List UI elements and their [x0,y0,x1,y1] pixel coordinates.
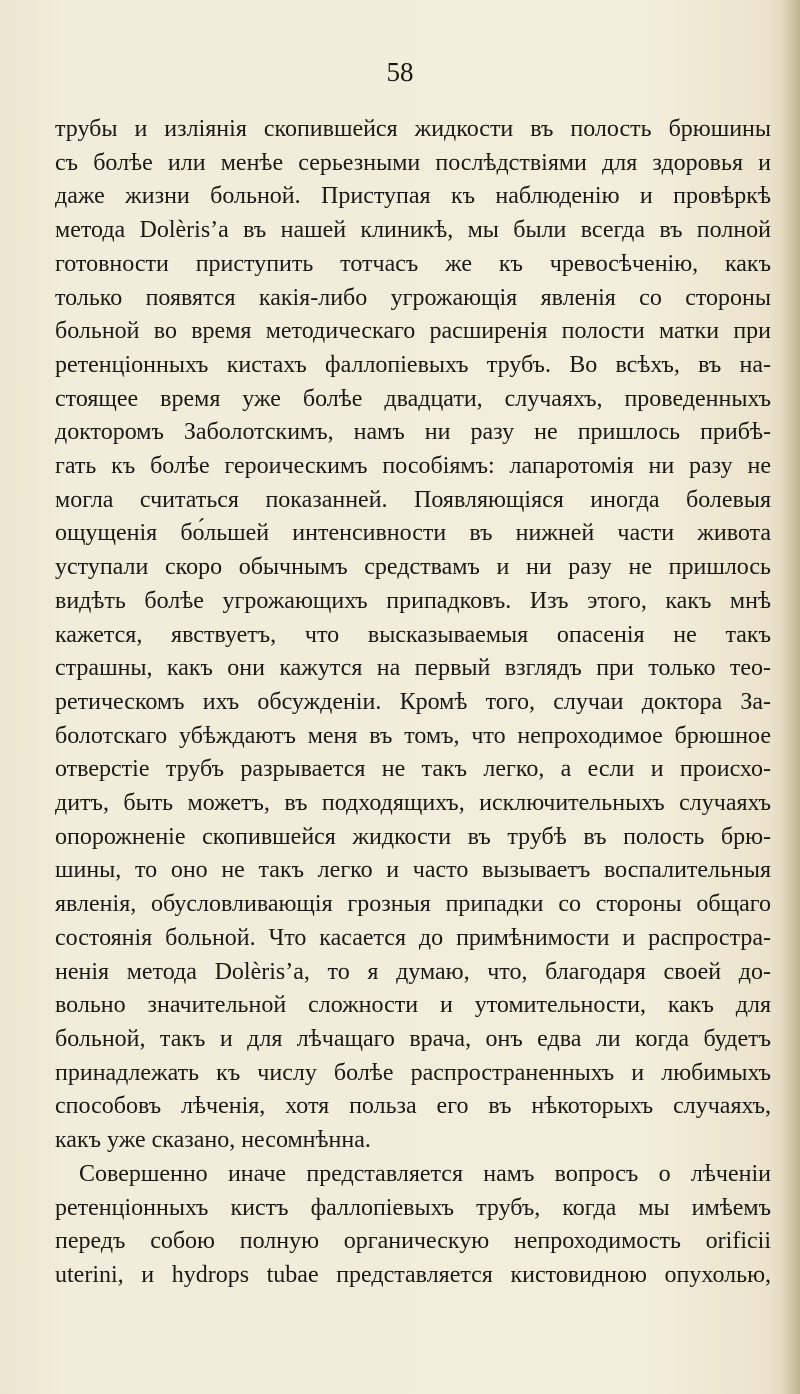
text-line: больной во время методическаго расширенія полости матки при [55,318,771,345]
text-line: только появятся какія-либо угрожающія явленія со стороны [55,284,771,311]
text-line: Совершенно иначе представляется намъ вопросъ о лѣченіи [79,1160,771,1187]
text-line: ретенціонныхъ кистахъ фаллопіевыхъ трубъ. Во всѣхъ, въ на- [55,351,771,378]
text-line: кажется, явствуетъ, что высказываемыя опасенія не такъ [55,621,771,648]
text-line: принадлежать къ числу болѣе распространенныхъ и любимыхъ [55,1059,771,1086]
text-line: ненія метода Dolèris’а, то я думаю, что, благодаря своей до- [55,958,771,985]
text-line: могла считаться показанней. Появляющіяся иногда болевыя [55,486,771,513]
text-line: какъ уже сказано, несомнѣнна. [55,1127,371,1154]
text-line: дитъ, быть можетъ, въ подходящихъ, исключительныхъ случаяхъ [55,790,771,817]
text-line: способовъ лѣченія, хотя польза его въ нѣкоторыхъ случаяхъ, [55,1093,771,1120]
text-line: ощущенія бо́льшей интенсивности въ нижней части живота [55,520,771,547]
text-line: даже жизни больной. Приступая къ наблюденію и провѣркѣ [55,183,771,210]
text-line: метода Dolèris’а въ нашей клиникѣ, мы были всегда въ полной [55,217,771,244]
text-line: страшны, какъ они кажутся на первый взглядъ при только тео- [55,655,771,682]
text-line: состоянія больной. Что касается до примѣнимости и распростра- [55,924,771,951]
text-line: uterini, и hydrops tubae представляется кистовидною опухолью, [55,1261,771,1288]
body-text [55,113,771,1293]
text-line: трубы и изліянія скопившейся жидкости въ полость брюшины [55,116,771,142]
text-line: отверстіе трубъ разрывается не такъ легко, а если и происхо- [55,756,771,783]
text-line: больной, такъ и для лѣчащаго врача, онъ едва ли когда будетъ [55,1025,771,1052]
text-line: болотскаго убѣждаютъ меня въ томъ, что непроходимое брюшное [55,722,771,749]
text-line: ретенціонныхъ кистъ фаллопіевыхъ трубъ, когда мы имѣемъ [55,1194,771,1221]
text-line: шины, то оно не такъ легко и часто вызываетъ воспалительныя [55,857,771,884]
text-line: гать къ болѣе героическимъ пособіямъ: лапаротомія ни разу не [55,453,771,480]
text-line: съ болѣе или менѣе серьезными послѣдствіями для здоровья и [55,149,771,176]
text-line: докторомъ Заболотскимъ, намъ ни разу не пришлось прибѣ- [55,419,771,446]
text-line: опорожненіе скопившейся жидкости въ трубѣ въ полость брю- [55,823,771,850]
text-line: уступали скоро обычнымъ средствамъ и ни разу не пришлось [55,554,771,581]
text-line: передъ собою полную органическую непроходимость orificii [55,1228,771,1255]
text-line: стоящее время уже болѣе двадцати, случаяхъ, проведенныхъ [55,385,771,412]
text-line: ретическомъ ихъ обсужденіи. Кромѣ того, случаи доктора За- [55,688,771,715]
text-line: видѣть болѣе угрожающихъ припадковъ. Изъ этого, какъ мнѣ [55,587,771,614]
text-line: готовности приступить тотчасъ же къ чревосѣченію, какъ [55,250,771,277]
text-line: вольно значительной сложности и утомительности, какъ для [55,992,771,1019]
text-line: явленія, обусловливающія грозныя припадки со стороны общаго [55,891,771,918]
page-edge-shadow [782,0,800,1394]
page-number: 58 [386,57,414,87]
